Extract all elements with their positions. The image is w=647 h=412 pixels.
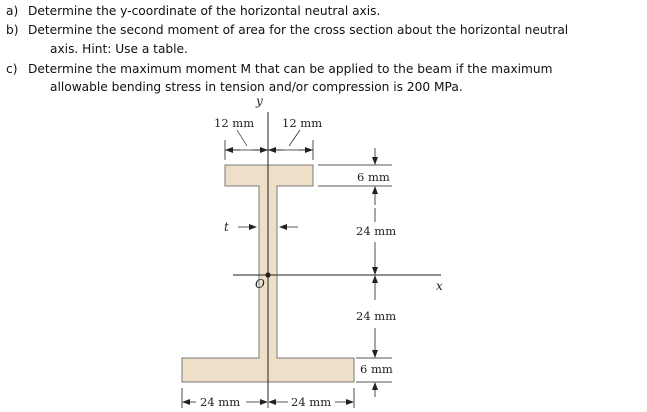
- question-a-text: Determine the y-coordinate of the horizontal neutral axis.: [28, 4, 381, 18]
- y-axis-label: y: [256, 94, 263, 108]
- dim-web-lower: 24 mm: [356, 309, 397, 323]
- origin-label: O: [255, 277, 265, 291]
- question-b-label: b): [6, 23, 19, 37]
- thickness-label: t: [224, 220, 229, 234]
- dim-web-upper: 24 mm: [356, 224, 397, 238]
- dim-bottom-left: 24 mm: [200, 395, 241, 409]
- dim-top-right: 12 mm: [282, 116, 323, 130]
- top-dim-leader-left: [237, 130, 247, 146]
- dim-bottom-right: 24 mm: [291, 395, 332, 409]
- question-a-label: a): [6, 4, 19, 18]
- dim-top-left: 12 mm: [214, 116, 255, 130]
- question-c-label: c): [6, 62, 18, 76]
- x-axis-label: x: [436, 279, 443, 293]
- dim-flange-top: 6 mm: [357, 170, 390, 184]
- question-c-text: Determine the maximum moment M that can be applied to the beam if the maximum: [28, 62, 553, 76]
- origin-point: [265, 272, 270, 277]
- question-b-continuation: axis. Hint: Use a table.: [50, 42, 188, 56]
- dim-flange-bottom: 6 mm: [360, 362, 393, 376]
- question-c-continuation: allowable bending stress in tension and/or compression is 200 MPa.: [50, 80, 463, 94]
- top-dim-leader-right: [289, 130, 300, 146]
- question-b-text: Determine the second moment of area for the cross section about the horizontal neutral: [28, 23, 569, 37]
